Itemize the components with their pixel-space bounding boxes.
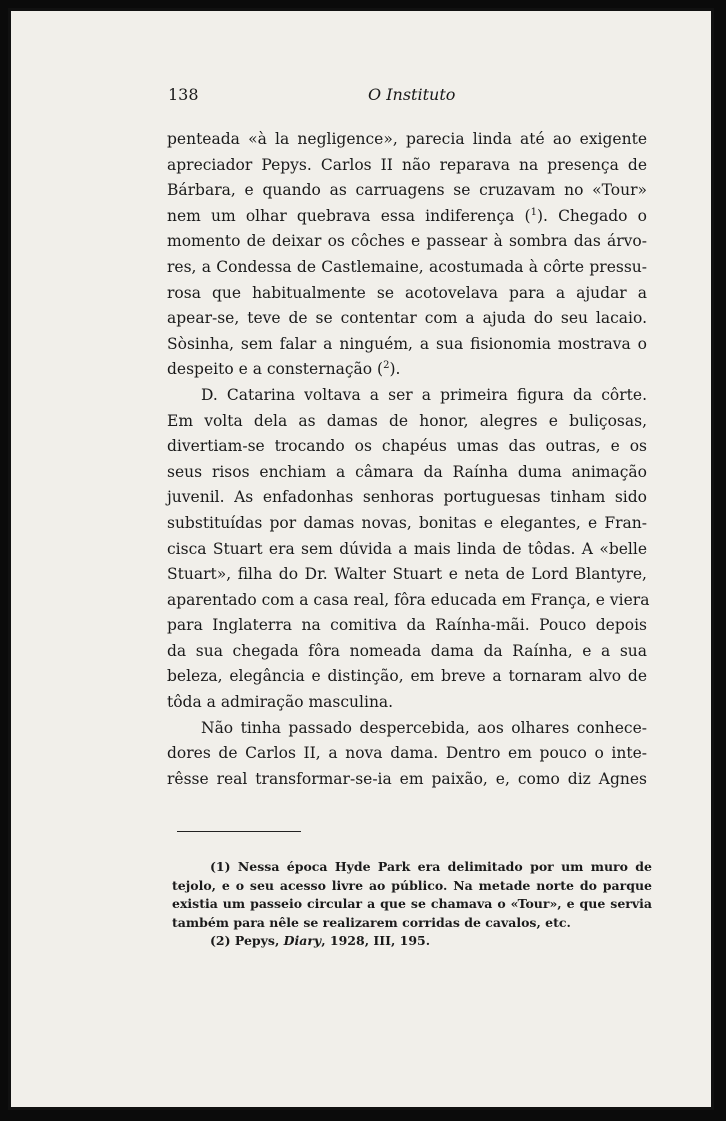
text-line: divertiam-se trocando os chapéus umas das outras, e os (167, 437, 647, 456)
footnote-ref-2: 2 (383, 360, 390, 372)
text-line: Sòsinha, sem falar a ninguém, a sua fisionomia mostrava o (167, 334, 647, 353)
footnote-marker: (1) (210, 859, 231, 874)
body-text (167, 127, 650, 792)
text-line: Stuart», filha do Dr. Walter Stuart e neta de Lord Blantyre, (167, 565, 647, 584)
page-number: 138 (168, 85, 199, 104)
footnote-line: também para nêle se realizarem corridas de cavalos, etc. (172, 914, 571, 930)
footnote-ref-1: 1 (530, 206, 537, 218)
footnote-text: Pepys, (234, 933, 284, 948)
book-page (8, 8, 714, 1110)
footnote-text: Nessa época Hyde Park era delimitado por um muro de (237, 859, 652, 874)
text-segment: despeito e a consternação ( (167, 360, 384, 379)
footnote-line: existia um passeio circular a que se chamava o «Tour», e que servia (172, 896, 652, 911)
text-line: Bárbara, e quando as carruagens se cruzavam no «Tour» (167, 181, 647, 200)
text-line: substituídas por damas novas, bonitas e elegantes, e Fran- (167, 513, 647, 532)
text-line: res, a Condessa de Castlemaine, acostumada à côrte pressu- (167, 257, 647, 276)
footnotes (172, 858, 652, 951)
text-line: dores de Carlos II, a nova dama. Dentro em pouco o inte- (167, 744, 647, 763)
text-line: apreciador Pepys. Carlos II não reparava na presença de (167, 155, 647, 174)
footnote-marker: (2) (210, 933, 231, 948)
running-title: O Instituto (368, 85, 456, 104)
text-line: rêsse real transformar-se-ia em paixão, e, como diz Agnes (167, 769, 647, 788)
text-segment: ). (389, 360, 401, 379)
text-line (167, 204, 647, 230)
text-line: da sua chegada fôra nomeada dama da Raínha, e a sua (167, 641, 647, 660)
text-line: aparentado com a casa real, fôra educada em França, e viera (167, 590, 650, 609)
text-line: Em volta dela as damas de honor, alegres e buliçosas, (167, 411, 647, 430)
footnote-line (172, 858, 652, 877)
footnote-2 (172, 932, 652, 951)
text-line (167, 357, 647, 383)
text-line: seus risos enchiam a câmara da Raínha duma animação (167, 462, 647, 481)
footnote-line: tejolo, e o seu acesso livre ao público. Na metade norte do parque (172, 877, 652, 893)
paragraph-2 (167, 383, 650, 716)
text-line: Não tinha passado despercebida, aos olhares conhece- (201, 718, 647, 737)
text-line: cisca Stuart era sem dúvida a mais linda de tôdas. A «belle (167, 539, 647, 558)
text-segment: nem um olhar quebrava essa indiferença ( (167, 206, 531, 225)
footnote-text: , 1928, III, 195. (321, 933, 431, 948)
text-line: momento de deixar os côches e passear à sombra das árvo- (167, 232, 647, 251)
footnote-title: Diary (283, 933, 322, 948)
text-line: tôda a admiração masculina. (167, 693, 394, 712)
text-line: penteada «à la negligence», parecia linda até ao exigente (167, 130, 647, 148)
text-line: apear-se, teve de se contentar com a ajuda do seu lacaio. (167, 309, 647, 328)
text-line: rosa que habitualmente se acotovelava para a ajudar a (167, 283, 647, 302)
text-line: para Inglaterra na comitiva da Raínha-mãi. Pouco depois (167, 616, 647, 635)
paragraph-1 (167, 127, 647, 383)
footnote-line (172, 932, 652, 951)
footnote-rule (177, 831, 301, 832)
text-line: juvenil. As enfadonhas senhoras portuguesas tinham sido (167, 488, 647, 507)
paragraph-3 (167, 716, 647, 793)
text-line: D. Catarina voltava a ser a primeira figura da côrte. (201, 385, 647, 404)
page-header (168, 85, 646, 107)
footnote-1 (172, 858, 652, 932)
text-line: beleza, elegância e distinção, em breve a tornaram alvo de (167, 667, 647, 686)
text-segment: ). Chegado o (536, 206, 647, 225)
